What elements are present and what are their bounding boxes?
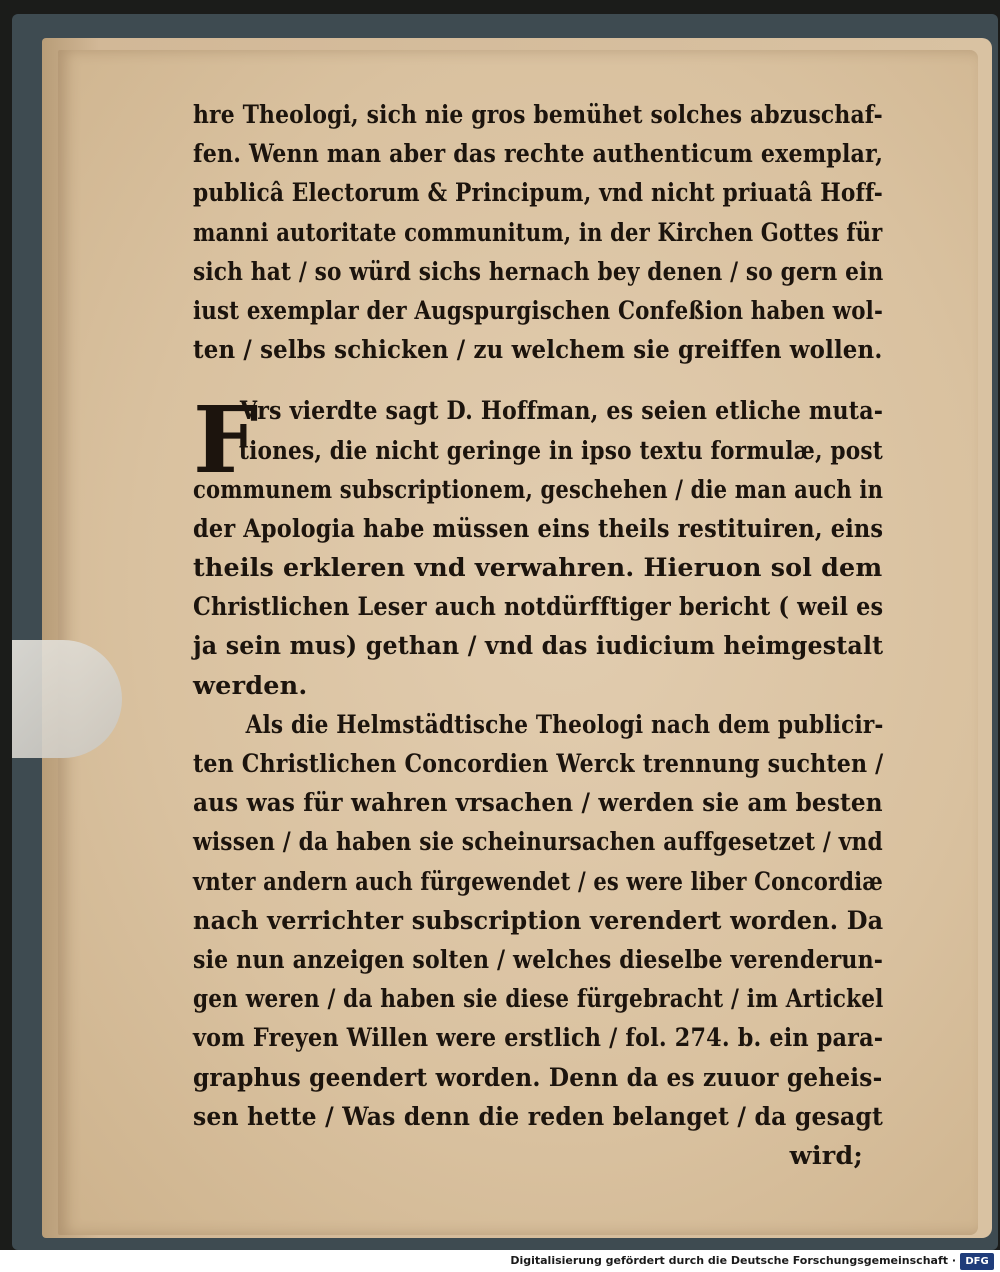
- dfg-logo: DFG: [960, 1253, 994, 1270]
- text-line: der Apologia habe müssen eins theils restituiren, eins: [193, 513, 884, 544]
- text-line: sie nun anzeigen solten / welches dieselbe verenderun-: [193, 944, 884, 975]
- text-line: wissen / da haben sie scheinursachen auffgesetzet / vnd: [193, 827, 883, 858]
- text-line: tiones, die nicht geringe in ipso textu formulæ, post: [238, 435, 883, 466]
- text-line: Vrs vierdte sagt D. Hoffman, es seien etliche muta-: [239, 396, 884, 427]
- text-line: graphus geendert worden. Denn da es zuuor geheis-: [193, 1062, 883, 1093]
- text-line: werden.: [193, 670, 308, 701]
- paragraph-gap: [193, 370, 883, 392]
- text-line: sich hat / so würd sichs hernach bey denen / so gern ein: [193, 256, 884, 287]
- text-line: theils erkleren vnd verwahren. Hieruon sol dem: [193, 553, 883, 584]
- text-line: aus was für wahren vrsachen / werden sie am besten: [193, 788, 883, 819]
- text-line: iust exemplar der Augspurgischen Confeßion haben wol-: [193, 295, 883, 326]
- paragraph-2: [193, 386, 884, 706]
- paragraph-1: [193, 96, 883, 370]
- catchword: wird;: [789, 1140, 863, 1171]
- text-line: vom Freyen Willen were erstlich / fol. 274. b. ein para-: [193, 1023, 884, 1054]
- drop-cap: F: [193, 386, 259, 494]
- page-text: [193, 96, 883, 1176]
- text-line: gen weren / da haben sie diese fürgebracht / im Artickel: [193, 984, 884, 1015]
- text-line: manni autoritate communitum, in der Kirchen Gottes für: [193, 217, 883, 248]
- text-line: ja sein mus) gethan / vnd das iudicium heimgestalt: [193, 631, 884, 662]
- footer-bar: [0, 1252, 1000, 1272]
- text-line: vnter andern auch fürgewendet / es were liber Concordiæ: [193, 866, 884, 897]
- text-line: fen. Wenn man aber das rechte authenticum exemplar,: [193, 139, 884, 170]
- text-line: sen hette / Was denn die reden belanget / da gesagt: [193, 1101, 884, 1132]
- text-line: communem subscriptionem, geschehen / die man auch in: [193, 474, 884, 505]
- text-line: Als die Helmstädtische Theologi nach dem publicir-: [245, 709, 884, 740]
- text-line: publicâ Electorum & Principum, vnd nicht priuatâ Hoff-: [193, 178, 883, 209]
- text-line: hre Theologi, sich nie gros bemühet solches abzuschaf-: [193, 100, 883, 130]
- text-line: nach verrichter subscription verendert worden. Da: [193, 905, 884, 936]
- text-line: ten / selbs schicken / zu welchem sie greiffen wollen.: [193, 335, 883, 366]
- paragraph-3: [193, 706, 883, 1176]
- funding-credit: Digitalisierung gefördert durch die Deutsche Forschungsgemeinschaft ·: [510, 1254, 956, 1267]
- text-line: ten Christlichen Concordien Werck trennung suchten /: [193, 749, 884, 779]
- text-line: Christlichen Leser auch notdürfftiger bericht ( weil es: [193, 592, 884, 623]
